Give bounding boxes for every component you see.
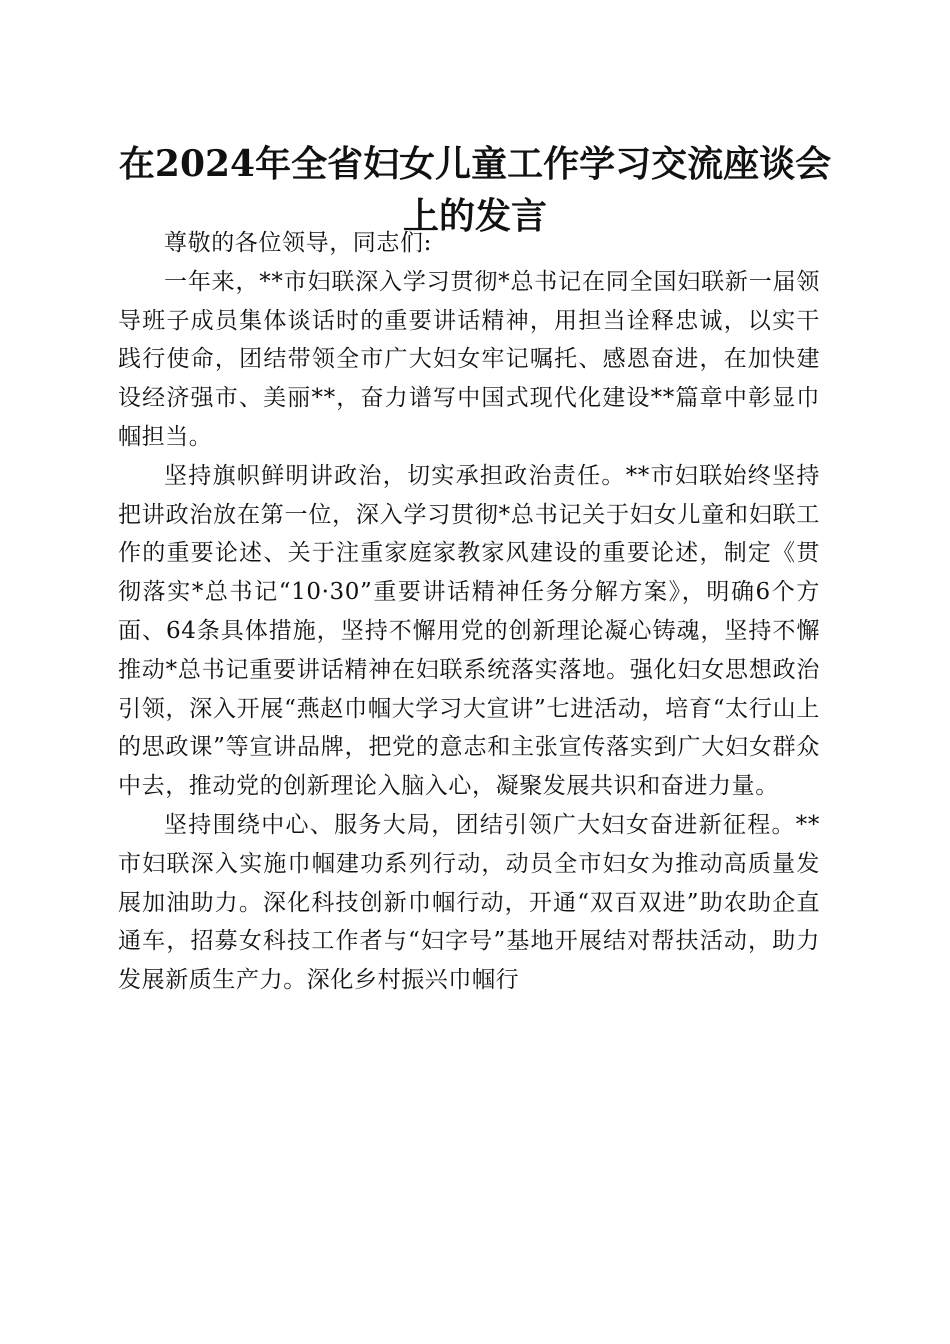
- salutation: 尊敬的各位领导，同志们:: [164, 230, 432, 256]
- document-title: 在2024年全省妇女儿童工作学习交流座谈会上的发言: [118, 143, 832, 237]
- paragraph-center: 坚持围绕中心、服务大局，团结引领广大妇女奋进新征程。**市妇联深入实施巾帼建功系列行动，动员全市妇女为推动高质量发展加油助力。深化科技创新巾帼行动，开通“双百双进”助农助企直通车，招募女科技工作者与“妇字号”基地开展结对帮扶活动，助力发展新质生产力。深化乡村振兴巾帼行: [118, 811, 820, 994]
- paragraph-politics: 坚持旗帜鲜明讲政治，切实承担政治责任。**市妇联始终坚持把讲政治放在第一位，深入学习贯彻*总书记关于妇女儿童和妇联工作的重要论述、关于注重家庭家教家风建设的重要论述，制定《贯彻落实*总书记“10·30”重要讲话精神任务分解方案》，明确6个方面、64条具体措施，坚持不懈用党的创新理论凝心铸魂，坚持不懈推动*总书记重要讲话精神在妇联系统落实落地。强化妇女思想政治引领，深入开展“燕赵巾帼大学习大宣讲”七进活动，培育“太行山上的思政课”等宣讲品牌，把党的意志和主张宣传落实到广大妇女群众中去，推动党的创新理论入脑入心，凝聚发展共识和奋进力量。: [118, 462, 820, 800]
- paragraph-intro: 一年来，**市妇联深入学习贯彻*总书记在同全国妇联新一届领导班子成员集体谈话时的重要讲话精神，用担当诠释忠诚，以实干践行使命，团结带领全市广大妇女牢记嘱托、感恩奋进，在加快建设经济强市、美丽**，奋力谱写中国式现代化建设**篇章中彰显巾帼担当。: [118, 268, 820, 450]
- document-body: [118, 224, 820, 1000]
